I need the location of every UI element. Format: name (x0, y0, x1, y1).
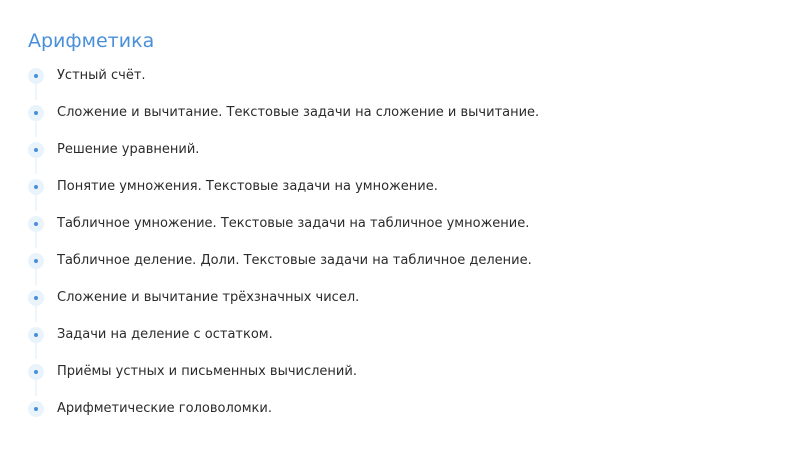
topic-item (28, 137, 539, 174)
topic-label: Сложение и вычитание. Текстовые задачи на сложение и вычитание. (57, 105, 540, 120)
topic-item (28, 359, 539, 396)
topic-item (28, 211, 539, 248)
bullet-dot-icon (28, 179, 44, 195)
topic-list (28, 63, 539, 433)
bullet-dot-icon (28, 327, 44, 343)
topic-label: Приёмы устных и письменных вычислений. (57, 364, 357, 379)
topic-item (28, 63, 539, 100)
bullet-dot-icon (28, 105, 44, 121)
connector-line (35, 232, 37, 248)
connector-line (35, 380, 37, 396)
topic-label: Устный счёт. (57, 68, 146, 83)
topic-item (28, 174, 539, 211)
connector-line (35, 158, 37, 174)
bullet-dot-icon (28, 216, 44, 232)
bullet-dot-icon (28, 68, 44, 84)
topic-label: Понятие умножения. Текстовые задачи на умножение. (57, 179, 438, 194)
topic-label: Решение уравнений. (57, 142, 200, 157)
bullet-dot-icon (28, 253, 44, 269)
connector-line (35, 343, 37, 359)
topic-item (28, 322, 539, 359)
bullet-dot-icon (28, 290, 44, 306)
connector-line (35, 84, 37, 100)
topic-section (28, 28, 768, 416)
topic-item (28, 248, 539, 285)
connector-line (35, 195, 37, 211)
bullet-dot-icon (28, 401, 44, 417)
topic-label: Арифметические головоломки. (57, 401, 272, 416)
connector-line (35, 269, 37, 285)
topic-label: Сложение и вычитание трёхзначных чисел. (57, 290, 360, 305)
topic-item (28, 100, 539, 137)
connector-line (35, 121, 37, 137)
bullet-dot-icon (28, 364, 44, 380)
section-title: Арифметика (28, 30, 155, 52)
topic-label: Задачи на деление с остатком. (57, 327, 273, 342)
connector-line (35, 306, 37, 322)
topic-label: Табличное деление. Доли. Текстовые задачи на табличное деление. (57, 253, 532, 268)
topic-item (28, 285, 539, 322)
topic-label: Табличное умножение. Текстовые задачи на табличное умножение. (57, 216, 530, 231)
topic-item (28, 396, 539, 433)
bullet-dot-icon (28, 142, 44, 158)
